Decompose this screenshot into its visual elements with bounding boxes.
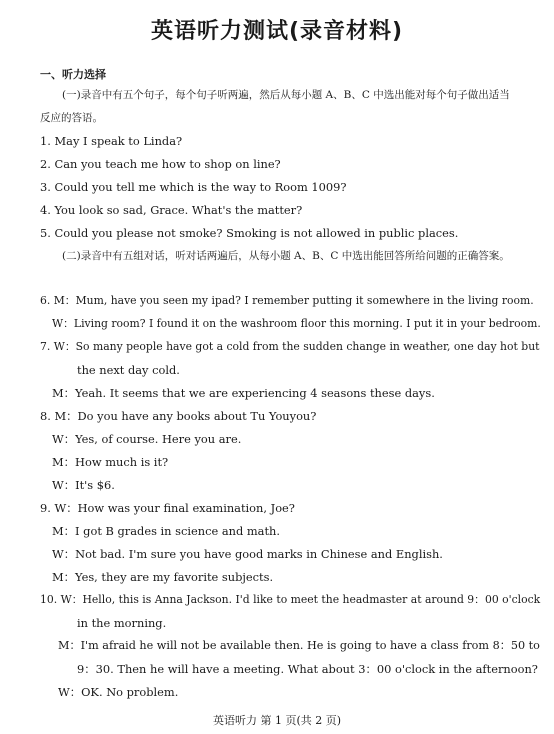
dialog-line: M：Yes, they are my favorite subjects. [52, 570, 274, 584]
dialog-line: 6. M：Mum, have you seen my ipad? I remember putting it somewhere in the living room. [40, 294, 534, 307]
dialog-line: 10. W：Hello, this is Anna Jackson. I'd like to meet the headmaster at around 9：00 o'clock [40, 593, 541, 606]
dialog-line: M：Yeah. It seems that we are experiencing 4 seasons these days. [52, 386, 435, 400]
sentence-5: 5. Could you please not smoke? Smoking is not allowed in public places. [40, 226, 459, 240]
dialog-line: M：I'm afraid he will not be available then. He is going to have a class from 8：50 to [58, 639, 540, 652]
section-heading: 一、听力选择 [40, 68, 106, 81]
dialog-line: W：OK. No problem. [58, 685, 179, 699]
dialog-line: 8. M：Do you have any books about Tu Youyou? [40, 409, 317, 423]
part2-instructions: (二)录音中有五组对话，听对话两遍后，从每小题 A、B、C 中选出能回答所给问题的正确答案。 [62, 250, 510, 262]
dialog-line: the next day cold. [77, 363, 180, 377]
dialog-line: 9. W：How was your final examination, Joe? [40, 501, 295, 515]
page-footer: 英语听力 第 1 页(共 2 页) [212, 714, 342, 727]
dialog-line: 9：30. Then he will have a meeting. What about 3：00 o'clock in the afternoon? [77, 662, 538, 676]
dialog-line: 7. W：So many people have got a cold from the sudden change in weather, one day hot but [40, 340, 540, 353]
dialog-line: W：Yes, of course. Here you are. [52, 432, 242, 446]
dialog-line: in the morning. [77, 616, 167, 630]
dialog-line: M：How much is it? [52, 455, 169, 469]
dialog-line: W：Not bad. I'm sure you have good marks in Chinese and English. [52, 547, 443, 561]
sentence-2: 2. Can you teach me how to shop on line? [40, 157, 281, 171]
page-title: 英语听力测试(录音材料) [150, 19, 404, 44]
dialog-line: M：I got B grades in science and math. [52, 524, 280, 538]
part1-instructions: (一)录音中有五个句子，每个句子听两遍，然后从每小题 A、B、C 中选出能对每个句子做出适当反应的答语。 [40, 89, 510, 124]
dialog-line: W：It's $6. [52, 478, 115, 492]
sentence-4: 4. You look so sad, Grace. What's the matter? [40, 203, 303, 217]
dialog-line: W：Living room? I found it on the washroom floor this morning. I put it in your bedroom. [52, 317, 541, 330]
sentence-3: 3. Could you tell me which is the way to Room 1009? [40, 180, 347, 194]
sentence-1: 1. May I speak to Linda? [40, 134, 183, 148]
